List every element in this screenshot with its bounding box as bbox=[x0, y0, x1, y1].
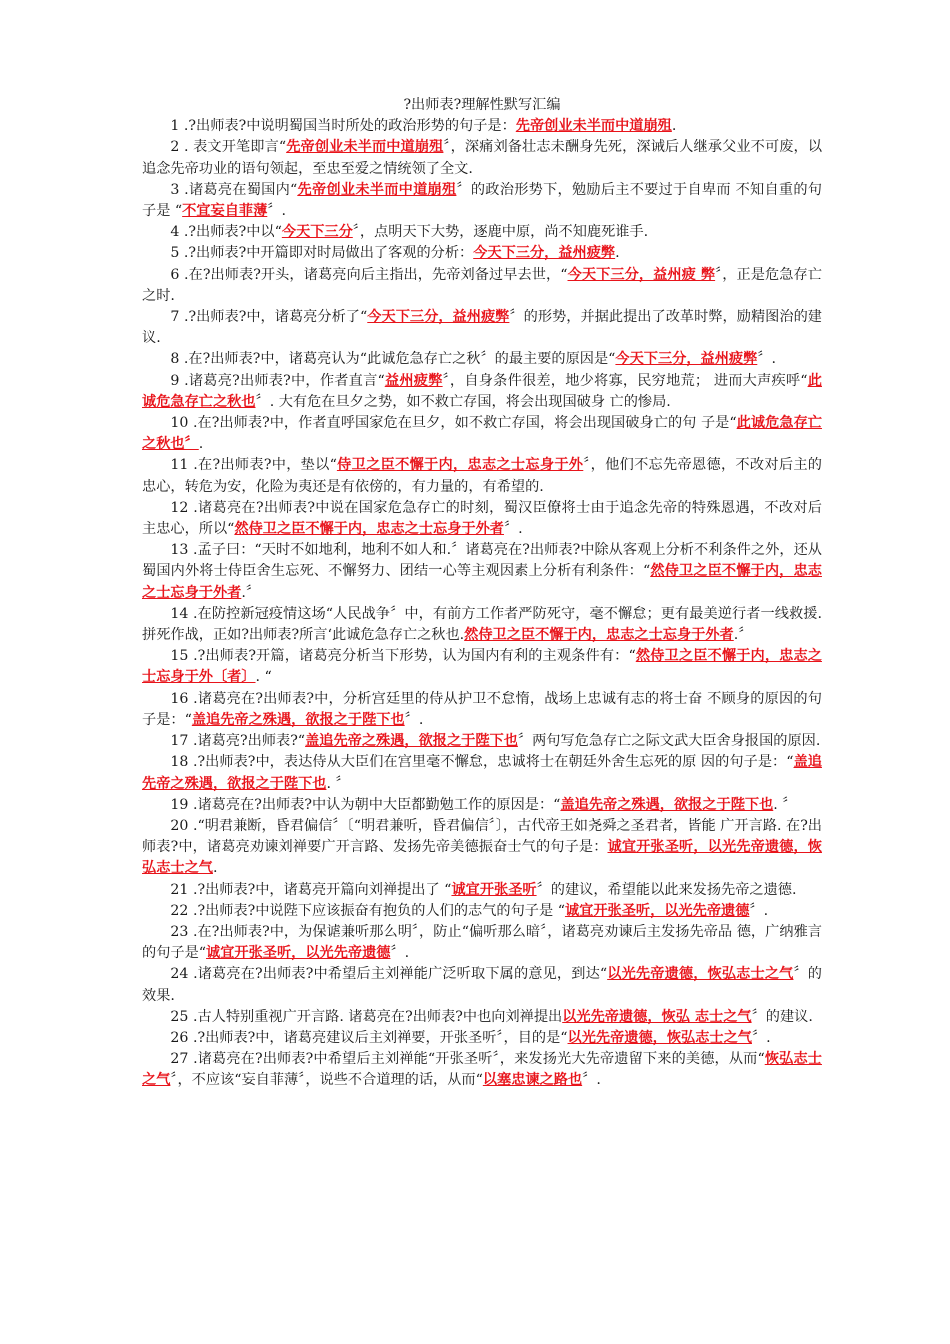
question-item bbox=[142, 964, 822, 1006]
answer-text: 以光先帝遗德，恢弘 志士之气 bbox=[562, 1008, 752, 1025]
question-text: 17 .诸葛亮?出师表?“ bbox=[170, 733, 306, 750]
answer-text: 盖追先帝之殊遇，欲报之于陛下也 bbox=[305, 733, 518, 750]
answer-text: 然侍卫之臣不懈于内，忠志之士忘身于外者 bbox=[234, 521, 504, 538]
answer-text: 今天下三分 bbox=[281, 224, 353, 241]
question-text: 16 .诸葛亮在?出师表?中，分析宫廷里的侍从护卫不怠惰，战场上忠诚有志的将士奋 不顾身的原因的句子是：“ bbox=[142, 690, 822, 728]
question-text: 3 .诸葛亮在蜀国内“ bbox=[170, 181, 298, 198]
question-item bbox=[142, 752, 822, 794]
question-text: 1 .?出师表?中说明蜀国当时所处的政治形势的句子是： bbox=[170, 118, 516, 135]
answer-text: 侍卫之臣不懈于内，忠志之士忘身于外 bbox=[336, 457, 584, 474]
question-text: 〞. bbox=[757, 351, 777, 368]
question-item bbox=[142, 222, 822, 243]
question-item bbox=[142, 1028, 822, 1049]
question-item bbox=[142, 901, 822, 922]
answer-text: 以光先帝遗德，恢弘志士之气 bbox=[607, 966, 794, 983]
question-text: 22 .?出师表?中说陛下应该振奋有抱负的人们的志气的句子是 “ bbox=[170, 902, 565, 919]
answer-text: 诚宜开张圣听，以光先帝遗德 bbox=[206, 945, 391, 962]
question-text: 9 .诸葛亮?出师表?中，作者直言“ bbox=[170, 372, 385, 389]
answer-text: 今天下三分，益州疲弊 bbox=[473, 245, 616, 262]
question-text: 〞. bbox=[404, 711, 424, 728]
question-text: 12 .诸葛亮在?出师表?中说在国家危急存亡的时刻，蜀汉臣僚将士由于追念先帝的特殊恩遇，不改对后主忠心，所以“ bbox=[142, 499, 822, 538]
question-text: 6 .在?出师表?开头，诸葛亮向后主指出，先帝刘备过早去世，“ bbox=[170, 266, 568, 283]
question-text: 13 .孟子曰：“天时不如地利，地利不如人和.〞诸葛亮在?出师表?中除从客观上分析不利条件之外，还从蜀国内外将士侍臣舍生忘死、不懈努力、团结一心等主观因素上分析有利条件：“ bbox=[142, 542, 822, 580]
question-text: 〞. bbox=[749, 902, 769, 919]
answer-text: 今天下三分，益州疲弊 bbox=[367, 309, 510, 326]
answer-text: 盖追先帝之殊遇，欲报之于陛下也 bbox=[191, 711, 405, 728]
question-item bbox=[142, 1049, 822, 1091]
question-text: 25 .古人特别重视广开言路. 诸葛亮在?出师表?中也向刘禅提出 bbox=[170, 1008, 563, 1025]
question-text: 〞. bbox=[503, 521, 523, 538]
answer-text: 盖追先帝之殊遇，欲报之于陛下也 bbox=[142, 754, 822, 792]
question-text: 11 .在?出师表?中，垫以“ bbox=[170, 457, 337, 474]
question-item bbox=[142, 646, 822, 688]
question-text: 〞，自身条件很差，地少将寡，民穷地荒； 进而大声疾呼“ bbox=[442, 372, 808, 389]
question-text: 14 .在防控新冠疫情这场“人民战争〞中，有前方工作者严防死守，毫不懈怠；更有最美逆行者一线救援.拼死作战，正如?出师表?所言‘此诚危急存亡之秋也. bbox=[142, 605, 822, 644]
question-item bbox=[142, 307, 822, 349]
question-text: 2 . 表文开笔即言“ bbox=[170, 139, 287, 156]
question-text: 19 .诸葛亮在?出师表?中认为朝中大臣都勤勉工作的原因是：“ bbox=[170, 796, 561, 813]
question-text: 〞的建议，希望能以此来发扬先帝之遗德. bbox=[536, 881, 797, 898]
answer-text: 今天下三分，益州疲弊 bbox=[615, 351, 758, 368]
question-text: . 〞 bbox=[326, 775, 350, 792]
answer-text: 恢弘志士之气 bbox=[142, 1051, 822, 1089]
question-text: 〞，不应该“妄自菲薄〞，说些不合道理的话，从而“ bbox=[170, 1072, 483, 1089]
question-text: 5 .?出师表?中开篇即对时局做出了客观的分析： bbox=[170, 245, 474, 262]
document-page bbox=[142, 95, 822, 1092]
question-text: .〞 bbox=[241, 584, 261, 601]
question-item bbox=[142, 604, 822, 646]
answer-text: 然侍卫之臣不懈于内，忠志之士忘身于外〔者〕 bbox=[142, 648, 822, 686]
question-text: 〞. 大有危在旦夕之势，如不救亡存国，将会出现国破身 亡的惨局. bbox=[255, 393, 671, 410]
question-list bbox=[142, 116, 822, 1091]
question-text: 〞的建议. bbox=[751, 1008, 813, 1025]
question-text: . bbox=[198, 436, 204, 453]
question-text: 〞两句写危急存亡之际文武大臣舍身报国的原因. bbox=[517, 733, 821, 750]
answer-text: 先帝创业未半而中道崩殂 bbox=[286, 139, 444, 156]
answer-text: 此诚危急存亡之秋也〞 bbox=[142, 415, 822, 453]
question-item bbox=[142, 880, 822, 901]
question-text: 18 .?出师表?中，表达侍从大臣们在宫里毫不懈怠，忠诚将士在朝廷外舍生忘死的原 因的句子是：“ bbox=[170, 754, 794, 771]
question-item bbox=[142, 265, 822, 307]
answer-text: 盖追先帝之殊遇，欲报之于陛下也 bbox=[560, 796, 774, 813]
answer-text: 此诚危急存亡之秋也 bbox=[142, 372, 822, 410]
answer-text: 以塞忠谏之路也 bbox=[482, 1072, 583, 1089]
answer-text: 先帝创业未半而中道崩殂 bbox=[297, 181, 457, 198]
question-text: 〞. bbox=[582, 1072, 601, 1089]
question-text: 〞. bbox=[751, 1029, 771, 1046]
answer-text: 以光先帝遗德，恢弘志士之气 bbox=[567, 1029, 752, 1046]
question-item bbox=[142, 243, 822, 264]
question-text: .〞 bbox=[733, 627, 753, 644]
question-text: 21 .?出师表?中，诸葛亮开篇向刘禅提出了 “ bbox=[170, 881, 452, 898]
question-text: 24 .诸葛亮在?出师表?中希望后主刘禅能广泛听取下属的意见，到达“ bbox=[170, 966, 608, 983]
question-text: . bbox=[615, 245, 620, 262]
answer-text: 今天下三分，益州疲 弊 bbox=[567, 266, 716, 283]
question-text: 4 .?出师表?中以“ bbox=[170, 224, 282, 241]
question-text: 〞，正是危急存亡之时. bbox=[142, 266, 822, 304]
question-text: 20 .“明君兼断，昏君偏信〞〔“明君兼听，昏君偏信〞〕，古代帝王如尧舜之圣君者，皆能 广开言路. 在?出师表?中，诸葛亮劝谏刘禅要广开言路、发扬先帝美德振奋士气的句子是： bbox=[142, 817, 822, 856]
question-text: 〞，点明天下大势，逐鹿中原，尚不知鹿死谁手. bbox=[352, 224, 649, 241]
question-item bbox=[142, 689, 822, 731]
question-text: 8 .在?出师表?中，诸葛亮认为“此诚危急存亡之秋〞的最主要的原因是“ bbox=[170, 351, 616, 368]
answer-text: 诚宜开张圣听，以光先帝遗德，恢弘志士之气 bbox=[142, 839, 822, 877]
answer-text: 诚宜开张圣听 bbox=[451, 881, 537, 898]
question-text: 〞. bbox=[267, 203, 286, 220]
question-item bbox=[142, 498, 822, 540]
question-text: . 〞 bbox=[773, 796, 797, 813]
answer-text: 诚宜开张圣听，以光先帝遗德 bbox=[564, 902, 750, 919]
question-item bbox=[142, 1007, 822, 1028]
question-text: 27 .诸葛亮在?出师表?中希望后主刘禅能“开张圣听〞，来发扬光大先帝遗留下来的美德，从而“ bbox=[170, 1051, 765, 1068]
answer-text: 益州疲弊 bbox=[384, 372, 443, 389]
question-item bbox=[142, 180, 822, 222]
question-text: 10 .在?出师表?中，作者直呼国家危在旦夕，如不救亡存国，将会出现国破身亡的句 子是“ bbox=[170, 415, 737, 432]
question-text: 〞的效果. bbox=[142, 966, 822, 1004]
question-text: 〞，他们不忘先帝恩德，不改对后主的忠心，转危为安，化险为夷还是有依傍的，有力量的，有希望的. bbox=[142, 457, 822, 495]
answer-text: 先帝创业未半而中道崩殂 bbox=[515, 118, 672, 135]
question-text: 15 .?出师表?开篇，诸葛亮分析当下形势，认为国内有利的主观条件有：“ bbox=[170, 648, 636, 665]
question-item bbox=[142, 349, 822, 370]
question-item bbox=[142, 137, 822, 179]
question-item bbox=[142, 922, 822, 964]
question-text: . bbox=[671, 118, 677, 135]
answer-text: 然侍卫之臣不懈于内，忠志之士忘身于外者 bbox=[142, 563, 822, 601]
question-text: 26 .?出师表?中，诸葛亮建议后主刘禅要，开张圣听〞，目的是“ bbox=[170, 1029, 568, 1046]
question-item bbox=[142, 795, 822, 816]
question-item bbox=[142, 455, 822, 497]
question-item bbox=[142, 371, 822, 413]
question-text: 〞. bbox=[390, 945, 410, 962]
question-text: . bbox=[212, 860, 218, 877]
question-text: 〞的形势，并据此提出了改革时弊，励精图治的建议. bbox=[142, 309, 822, 347]
question-text: 〞的政治形势下，勉励后主不要过于自卑而 不知自重的句子是 “ bbox=[142, 181, 822, 220]
question-item bbox=[142, 816, 822, 880]
question-text: 〞，深痛刘备壮志未酬身先死，深诫后人继承父业不可废，以追念先帝功业的语句领起，至忠至爱之情统领了全文. bbox=[142, 139, 823, 177]
document-title: ?出师表?理解性默写汇编 bbox=[403, 97, 561, 113]
question-text: 7 .?出师表?中，诸葛亮分析了“ bbox=[170, 309, 368, 326]
question-text: 23 .在?出师表?中，为保谑兼听那么明〞，防止“偏听那么暗〞，诸葛亮劝谏后主发扬先帝品 德，广纳雅言的句子是“ bbox=[142, 923, 822, 962]
answer-text: 不宜妄自菲薄 bbox=[182, 203, 268, 220]
question-item bbox=[142, 540, 822, 604]
question-text: . “ bbox=[255, 669, 272, 686]
answer-text: 然侍卫之臣不懈于内，忠志之士忘身于外者 bbox=[464, 627, 734, 644]
question-item bbox=[142, 731, 822, 752]
question-item bbox=[142, 413, 822, 455]
question-item bbox=[142, 116, 822, 137]
